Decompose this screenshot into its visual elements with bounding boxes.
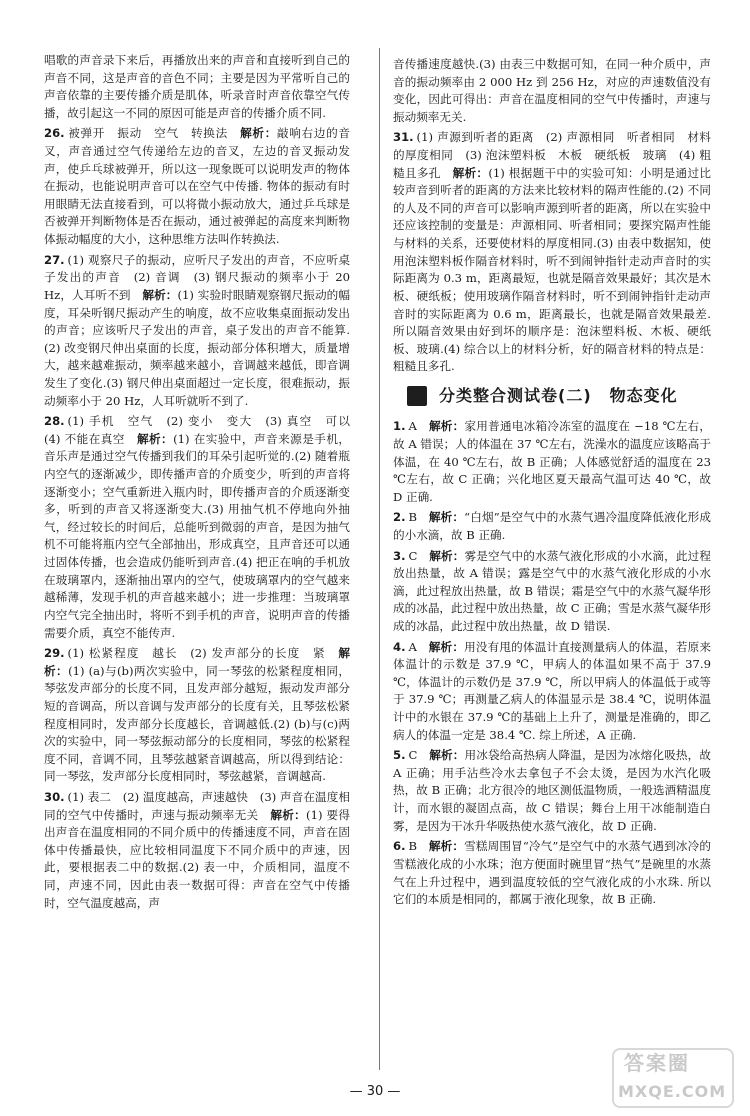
answer-text: (1) 表二 (2) 温度越高，声速越快 (3) 声音在温度相同的空气中传播时，声速与振动频率无关	[44, 789, 350, 822]
analysis-text: 用冰袋给高热病人降温，是因为冰熔化吸热，故 A 正确；用手沾些冷水去拿包子不会太烫，是因为水汽化吸热，故 B 正确；北方很冷的地区测低温物质，一般选酒精温度计，而水银的凝固点高，故 C 错误；舞台上用干冰能制造白雾，是因为干冰升华吸热使水蒸气液化，故 D 正确.	[393, 748, 711, 833]
answer-text: C	[408, 748, 418, 763]
answer-text: (1) 观察尺子的振动，应听尺子发出的声音，不应听桌子发出的声音 (2) 音调 (3) 钢尺振动的频率小于 20 Hz，人耳听不到	[44, 252, 350, 302]
answer-text: A	[408, 639, 417, 654]
right-column-top	[393, 56, 711, 376]
answer-item	[393, 129, 711, 376]
analysis-label: 解析：	[452, 165, 489, 180]
answer-item	[44, 789, 350, 912]
analysis-label: 解析：	[429, 748, 465, 763]
section-title: 分类整合测试卷(二)	[439, 385, 592, 405]
question-number: 4.	[393, 639, 406, 654]
question-number: 2.	[393, 510, 406, 525]
paragraph: 唱歌的声音录下来后，再播放出来的声音和直接听到自己的声音不同，这是声音的音色不同；主要是因为平常听自己的声音依靠的主要传播介质是肌体，听录音时声音依靠空气传播，故引起这一不同的原因可能是声音的传播介质不同.	[44, 53, 350, 120]
answer-text: B	[408, 839, 418, 854]
analysis-text: 敲响右边的音叉，声音通过空气传递给左边的音叉，左边的音叉振动发声，使乒乓球被弹开，所以这一现象既可以说明发声的物体在振动，也能说明声音可以在空气中传播. 物体的振动有时用眼睛无法直接看到，可以将微小振动放大，通过乒乓球是否被弹开判断物体是否在振动，通过被弹起的高度来判断物体振动幅度的大小，这种思维方法叫作转换法.	[44, 126, 350, 247]
answer-item	[393, 747, 711, 835]
analysis-label: 解析：	[240, 126, 277, 141]
page-number: — 30 —	[349, 1084, 401, 1099]
question-number: 27.	[44, 252, 65, 267]
watermark-logo	[610, 1048, 740, 1108]
answer-item	[393, 509, 711, 544]
answer-item	[44, 252, 350, 410]
answer-text: (1) 声源到听者的距离 (2) 声源相同 听者相同 材料的厚度相同 (3) 泡沫塑料板 木板 硬纸板 玻璃 (4) 粗糙且多孔	[393, 130, 711, 180]
question-number: 5.	[393, 748, 406, 763]
question-number: 28.	[44, 414, 65, 429]
watermark-text-2: MXQE.COM	[618, 1082, 727, 1101]
question-number: 29.	[44, 646, 65, 661]
analysis-text: (1) (a)与(b)两次实验中，同一琴弦的松紧程度相同，琴弦发声部分的长度不同，且发声部分越短，振动发声部分短的音调高，所以音调与发声部分的长度有关，且琴弦松紧程度相同时，发声部分长度越长，音调越低.(2) (b)与(c)两次的实验中，同一琴弦振动部分的长度相同，琴弦的松紧程度不同，音调不同，且琴弦越紧音调越高，所以得到结论：同一琴弦，发声部分长度相同时，琴弦越紧，音调越高.	[44, 663, 350, 784]
analysis-text: 雪糕周围冒“冷气”是空气中的水蒸气遇到冰冷的雪糕液化成的小水珠；泡方便面时碗里冒“热气”是碗里的水蒸气在上升过程中，遇到温度较低的空气液化成的小水珠. 所以它们的本质是相同的，都属于液化现象，故 B 正确.	[393, 839, 711, 907]
question-number: 31.	[393, 130, 414, 145]
analysis-label: 解析：	[44, 646, 350, 678]
question-number: 1.	[393, 419, 406, 434]
answer-item	[393, 418, 711, 506]
analysis-text: “白烟”是空气中的水蒸气遇冷温度降低液化形成的小水滴，故 B 正确.	[393, 510, 711, 542]
answer-item	[393, 639, 711, 745]
answer-item	[44, 413, 362, 642]
watermark-text-1: 答案圈	[624, 1051, 690, 1075]
analysis-label: 解析：	[428, 510, 465, 525]
question-number: 30.	[44, 789, 65, 804]
answer-text: C	[408, 548, 418, 563]
section-header	[407, 384, 711, 408]
analysis-label: 解析：	[142, 287, 178, 302]
answer-item	[44, 645, 350, 786]
question-number: 3.	[393, 548, 406, 563]
right-column	[393, 56, 711, 912]
analysis-label: 解析：	[136, 431, 174, 446]
section-square-icon	[407, 386, 427, 406]
answer-text: A	[408, 419, 417, 434]
analysis-text: (1) 实验时眼睛观察钢尺振动的幅度，耳朵听钢尺振动产生的响度，故不应收集桌面振动发出的声音；应该听尺子发出的声音，桌子发出的声音不能算.(2) 改变钢尺伸出桌面的长度，振动部分体积增大，质量增大，越来越难振动，频率越来越小，音调越来越低，即音调发生了变化.(3) 钢尺伸出桌面超过一定长度，很难振动，振动频率小于 20 Hz，人耳听就听不到了.	[44, 287, 350, 408]
analysis-text: 雾是空气中的水蒸气液化形成的小水滴，此过程放出热量，故 A 错误；露是空气中的水蒸气液化形成的小水滴，此过程放出热量，故 B 错误；霜是空气中的水蒸气凝华形成的冰晶，此过程中放出热量，故 C 正确；雪是水蒸气凝华形成的冰晶，此过程中放出热量，故 D 错误.	[393, 548, 711, 633]
analysis-text: 用没有甩的体温计直接测量病人的体温，若原来体温计的示数是 37.9 ℃，甲病人的体温如果不高于 37.9 ℃，体温计的示数仍是 37.9 ℃，所以甲病人的体温低于或等于 37.9 ℃；再测量乙病人的体温显示是 38.4 ℃，说明体温计中的水银在 37.9 ℃的基础上上升了，测量是准确的，即乙病人的体温一定是 38.4 ℃. 综上所述，A 正确.	[393, 639, 711, 742]
analysis-label: 解析：	[270, 807, 307, 822]
left-column	[44, 52, 362, 915]
answer-text: (1) 手机 空气 (2) 变小 变大 (3) 真空 可以 (4) 不能在真空	[44, 414, 362, 446]
answer-text: B	[408, 510, 418, 525]
analysis-text: (1) 根据题干中的实验可知：小明是通过比较声音到听者的距离的方法来比较材料的隔声性能的.(2) 不同的人及不同的声音可以影响声源到听者的距离，所以在实验中还应该控制的变量是：声源相同、听者相同；要探究隔声性能与材料的关系，还要使材料的厚度相同.(3) 由表中数据知，使用泡沫塑料板作隔音材料时，听不到闹钟指针走动声音时的实际距离为 0.3 m，距离最短，也就是隔音效果最好；其次是木板、硬纸板；使用玻璃作隔音材料时，听不到闹钟指针走动声音时的实际距离为 0.6 m，距离最长，也就是隔音效果最差. 所以隔音效果由好到坏的顺序是：泡沫塑料板、木板、硬纸板、玻璃.(4) 综合以上的材料分析，好的隔音材料的特点是：粗糙且多孔.	[393, 165, 711, 374]
analysis-label: 解析：	[428, 839, 465, 854]
question-number: 26.	[44, 126, 65, 141]
right-column-bottom	[393, 418, 711, 908]
analysis-label: 解析：	[429, 548, 465, 563]
answer-text: 被弹开 振动 空气 转换法	[67, 126, 228, 141]
column-divider	[379, 48, 380, 1070]
answer-item	[44, 125, 350, 248]
paragraph: 音传播速度越快.(3) 由表三中数据可知，在同一种介质中，声音的振动频率由 2 000 Hz 到 256 Hz，对应的声速数值没有变化，因此可得出：声音在温度相同的空气中传播时，声速与振动频率无关.	[393, 57, 711, 124]
question-number: 6.	[393, 839, 406, 854]
answer-text: (1) 松紧程度 越长 (2) 发声部分的长度 紧	[67, 646, 326, 661]
analysis-text: 家用普通电冰箱冷冻室的温度在 −18 ℃左右，故 A 错误；人的体温在 37 ℃左右，洗澡水的温度应该略高于体温，在 40 ℃左右，故 B 正确；人体感觉舒适的温度在 23 ℃左右，故 C 正确；兴化地区夏天最高气温可达 40 ℃，故 D 正确.	[393, 419, 711, 504]
analysis-text: (1) 在实验中，声音来源是手机，音乐声是通过空气传播到我们的耳朵引起听觉的.(2) 随着瓶内空气的逐渐减少，即传播声音的介质变少，听到的声音将逐渐变小；空气重新进入瓶内时，即传播声音的介质逐渐变多，听到的声音又将逐渐变大.(3) 用抽气机不停地向外抽气，经过较长的时间后，总能听到微弱的声音，是因为抽气机不可能将瓶内空气全部抽出，形成真空，且声音还可以通过固体传播，也会造成仍能听到声音.(4) 把正在响的手机放在玻璃罩内，逐渐抽出罩内的空气，使玻璃罩内的空气越来越稀薄，发现手机的声音越来越小；进一步推理：当玻璃罩内空气完全抽出时，将听不到手机的声音，说明声音的传播需要介质，真空不能传声.	[44, 431, 350, 640]
answer-item	[393, 548, 711, 636]
analysis-label: 解析：	[428, 639, 465, 654]
answer-item	[393, 838, 711, 908]
section-subtitle: 物态变化	[609, 385, 678, 405]
analysis-text: (1) 要得出声音在温度相同的不同介质中的传播速度不同，声音在固体中传播最快，应比较相同温度下不同介质中的声速，因此，要根据表二中的数据.(2) 表一中，介质相同，温度不同，声速不同，因此由表一数据可得：声音在空气中传播时，空气温度越高，声	[44, 807, 350, 910]
analysis-label: 解析：	[428, 419, 465, 434]
